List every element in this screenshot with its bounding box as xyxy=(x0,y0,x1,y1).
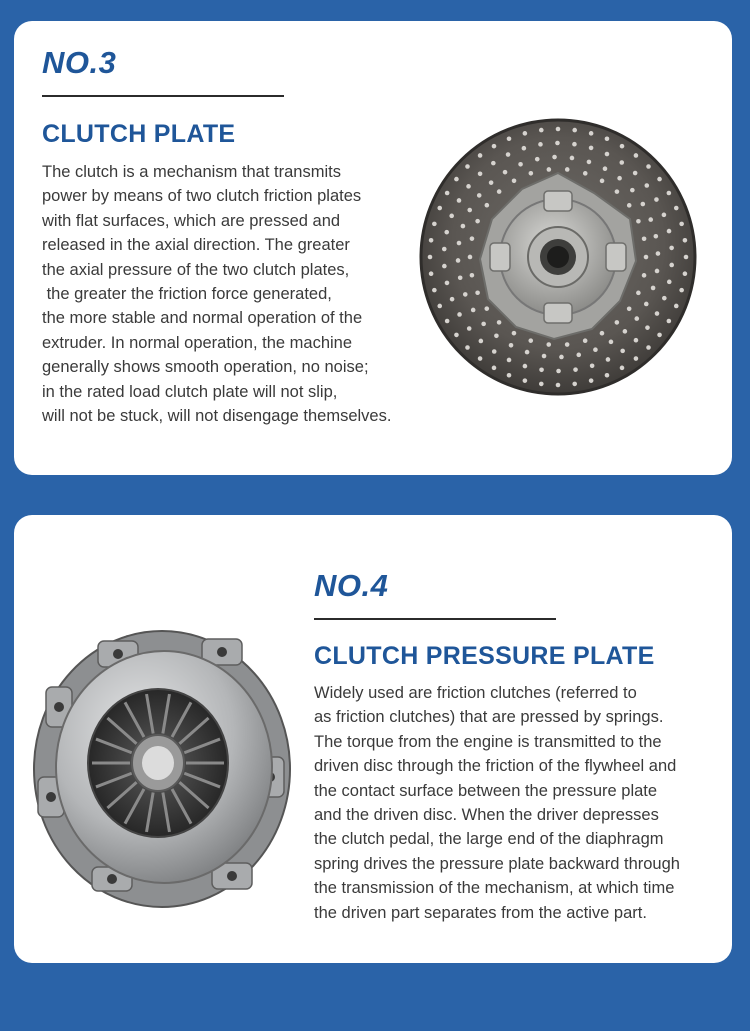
description-line: the clutch pedal, the large end of the diaphragm xyxy=(314,830,664,849)
clutch-plate-card xyxy=(14,21,732,475)
description-line: the greater the friction force generated, xyxy=(42,284,332,303)
section-number: NO.3 xyxy=(42,45,117,80)
description-line: power by means of two clutch friction plates xyxy=(42,187,362,206)
description-line: as friction clutches) that are pressed by springs. xyxy=(314,708,664,727)
pressure-plate-icon xyxy=(32,627,294,911)
description-line: extruder. In normal operation, the machine xyxy=(42,333,353,352)
description-line: the axial pressure of the two clutch plates, xyxy=(42,260,350,279)
description-line: The torque from the engine is transmitted to the xyxy=(314,732,662,751)
divider xyxy=(42,95,284,97)
description-line: the more stable and normal operation of the xyxy=(42,309,363,328)
description-line: the contact surface between the pressure plate xyxy=(314,781,658,800)
description-line: spring drives the pressure plate backward through xyxy=(314,854,680,873)
description-line: will not be stuck, will not disengage themselves. xyxy=(42,406,392,425)
description-line: in the rated load clutch plate will not slip, xyxy=(42,382,338,401)
description-line: generally shows smooth operation, no noise; xyxy=(42,358,369,377)
section-title: CLUTCH PRESSURE PLATE xyxy=(314,642,655,670)
section-description xyxy=(42,160,391,428)
description-line: The clutch is a mechanism that transmits xyxy=(42,163,341,181)
section-title: CLUTCH PLATE xyxy=(42,120,236,148)
description-line: Widely used are friction clutches (referred to xyxy=(314,684,637,702)
description-line: the transmission of the mechanism, at which time xyxy=(314,879,675,898)
clutch-disc-icon xyxy=(416,115,700,399)
clutch-pressure-plate-card xyxy=(14,515,732,963)
description-line: the driven part separates from the active part. xyxy=(314,903,647,922)
description-line: released in the axial direction. The greater xyxy=(42,236,350,255)
description-line: and the driven disc. When the driver depresses xyxy=(314,805,659,824)
description-line: driven disc through the friction of the flywheel and xyxy=(314,757,677,776)
description-line: with flat surfaces, which are pressed and xyxy=(42,211,341,230)
divider xyxy=(314,618,556,620)
section-description xyxy=(314,681,680,925)
section-number: NO.4 xyxy=(314,568,389,603)
